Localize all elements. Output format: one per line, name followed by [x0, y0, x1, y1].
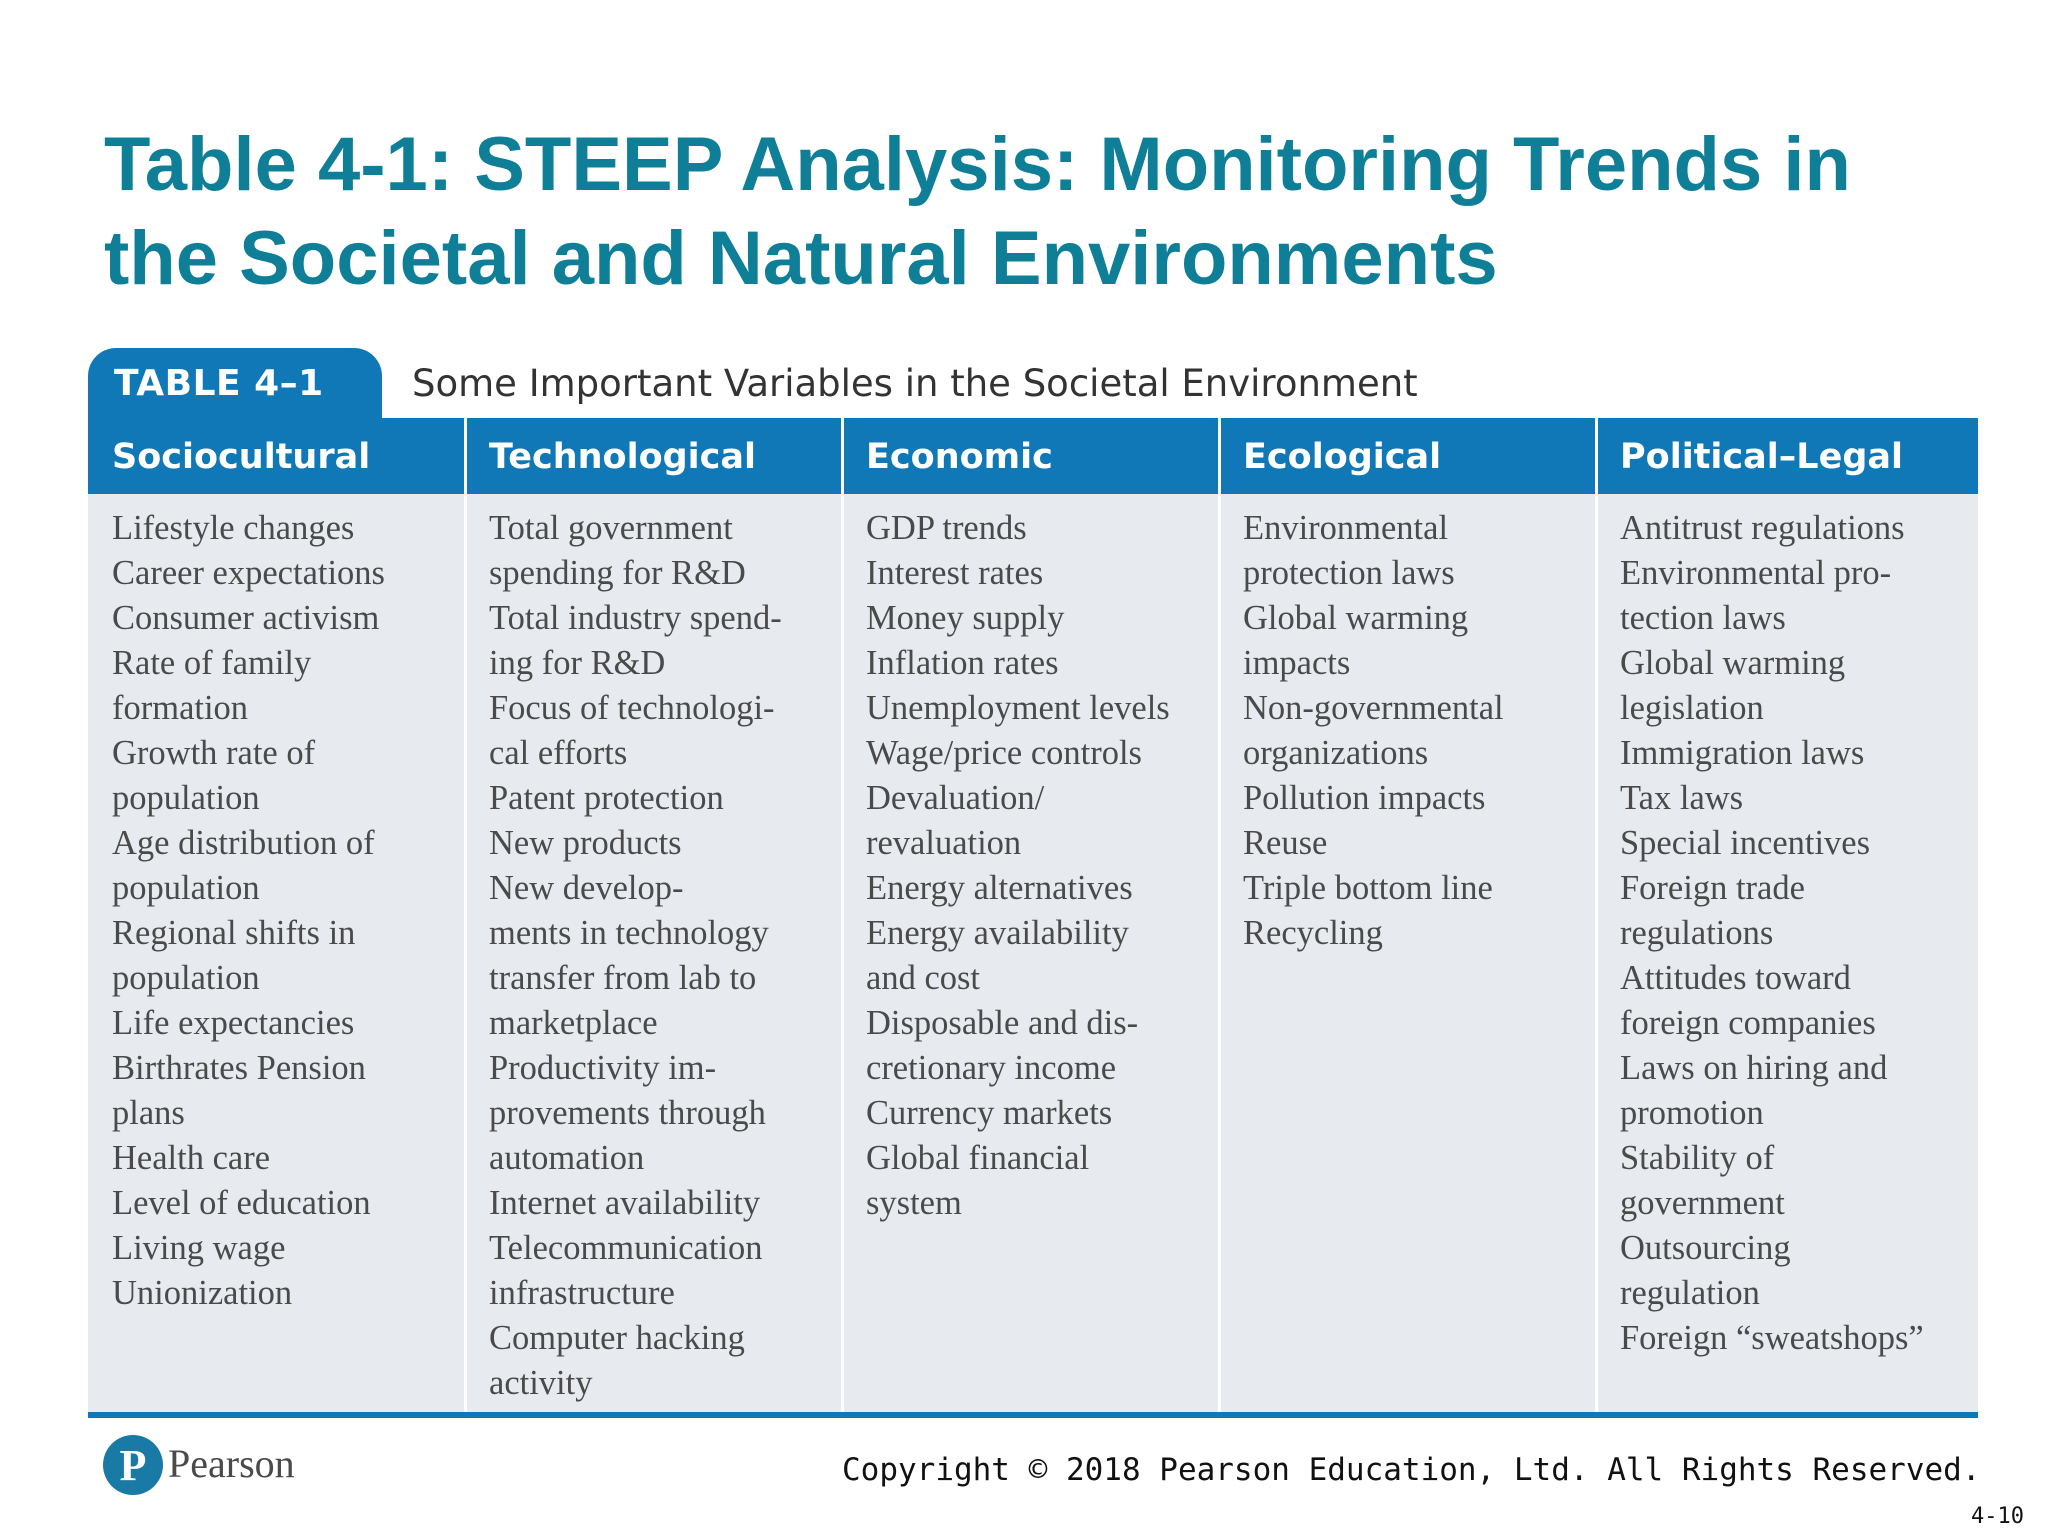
table-cell-line: tection laws: [1620, 599, 1786, 637]
table-cell-line: activity: [489, 1364, 593, 1402]
table-cell-line: Special incentives: [1620, 824, 1871, 862]
table-cell-line: Lifestyle changes: [112, 509, 355, 547]
table-cell-line: Growth rate of: [112, 734, 316, 772]
table-cell-line: Wage/price controls: [866, 734, 1142, 772]
table-cell-line: Unemployment levels: [866, 689, 1170, 727]
table-cell-line: Energy availability: [866, 914, 1129, 952]
table-cell-line: Tax laws: [1620, 779, 1744, 817]
table-cell-line: Recycling: [1243, 914, 1383, 952]
table-cell-line: Stability of: [1620, 1139, 1775, 1177]
column-header-ecological: Ecological: [1243, 437, 1442, 477]
column-header-political-legal: Political–Legal: [1620, 437, 1903, 477]
table-cell-line: regulations: [1620, 914, 1774, 952]
column-body-sociocultural: [88, 506, 464, 1316]
table-cell-line: cal efforts: [489, 734, 628, 772]
pearson-logo-icon: [102, 1434, 164, 1496]
table-cell-line: system: [866, 1184, 962, 1222]
table-cell-line: Computer hacking: [489, 1319, 745, 1357]
column-body-ecological: [1219, 506, 1595, 956]
table-cell-line: Health care: [112, 1139, 271, 1177]
table-cell-line: Telecommunication: [489, 1229, 763, 1267]
table-cell-line: Level of education: [112, 1184, 371, 1222]
table-cell-line: cretionary income: [866, 1049, 1117, 1087]
table-cell-line: organizations: [1243, 734, 1429, 772]
table-cell-line: Birthrates Pension: [112, 1049, 366, 1087]
table-cell-line: Total industry spend-: [489, 599, 782, 637]
table-cell-line: Environmental: [1243, 509, 1449, 547]
table-cell-line: Rate of family: [112, 644, 312, 682]
table-cell-line: Unionization: [112, 1274, 293, 1312]
table-cell-line: Global financial: [866, 1139, 1090, 1177]
table-cell-line: Money supply: [866, 599, 1065, 637]
table-cell-line: Antitrust regulations: [1620, 509, 1905, 547]
table-cell-line: Career expectations: [112, 554, 385, 592]
table-cell-line: Currency markets: [866, 1094, 1113, 1132]
column-body-technological: [465, 506, 841, 1406]
table-cell-line: Age distribution of: [112, 824, 375, 862]
table-cell-line: Global warming: [1243, 599, 1469, 637]
table-cell-line: Laws on hiring and: [1620, 1049, 1888, 1087]
table-cell-line: Global warming: [1620, 644, 1846, 682]
table-cell-line: Disposable and dis-: [866, 1004, 1139, 1042]
table-cell-line: Pollution impacts: [1243, 779, 1486, 817]
table-cell-line: Focus of technologi-: [489, 689, 775, 727]
table-cell-line: spending for R&D: [489, 554, 746, 592]
table-cell-line: GDP trends: [866, 509, 1027, 547]
table-cell-line: Interest rates: [866, 554, 1044, 592]
table-cell-line: protection laws: [1243, 554, 1455, 592]
table-cell-line: Attitudes toward: [1620, 959, 1851, 997]
column-header-technological: Technological: [489, 437, 757, 477]
table-cell-line: Patent protection: [489, 779, 724, 817]
table-cell-line: population: [112, 869, 260, 907]
table-cell-line: Inflation rates: [866, 644, 1059, 682]
table-header-row: [88, 418, 1978, 494]
table-cell-line: foreign companies: [1620, 1004, 1876, 1042]
table-cell-line: Life expectancies: [112, 1004, 355, 1042]
slide-title-line-1: Table 4-1: STEEP Analysis: Monitoring Trends in: [104, 122, 1851, 207]
logo-letter: P: [119, 1441, 147, 1490]
table-cell-line: legislation: [1620, 689, 1764, 727]
table-cell-line: regulation: [1620, 1274, 1760, 1312]
table-cell-line: New products: [489, 824, 682, 862]
table-cell-line: formation: [112, 689, 249, 727]
table-cell-line: Internet availability: [489, 1184, 761, 1222]
table-cell-line: population: [112, 779, 260, 817]
table-cell-line: government: [1620, 1184, 1785, 1222]
page-number: 4-10: [1971, 1504, 2024, 1529]
column-body-political-legal: [1596, 506, 1978, 1361]
table-cell-line: and cost: [866, 959, 981, 997]
copyright-notice: Copyright © 2018 Pearson Education, Ltd. All Rights Reserved.: [842, 1452, 1981, 1488]
slide-title: [104, 118, 1984, 306]
table-cell-line: automation: [489, 1139, 645, 1177]
table-cell-line: infrastructure: [489, 1274, 675, 1312]
table-cell-line: Environmental pro-: [1620, 554, 1892, 592]
table-cell-line: transfer from lab to: [489, 959, 757, 997]
table-cell-line: Foreign trade: [1620, 869, 1805, 907]
table-cell-line: ments in technology: [489, 914, 769, 952]
table-cell-line: New develop-: [489, 869, 684, 907]
steep-table: [88, 418, 1978, 1418]
pearson-brand-name: Pearson: [168, 1441, 295, 1486]
table-cell-line: marketplace: [489, 1004, 658, 1042]
table-cell-line: impacts: [1243, 644, 1351, 682]
table-cell-line: Non-governmental: [1243, 689, 1504, 727]
table-cell-line: population: [112, 959, 260, 997]
table-cell-line: Consumer activism: [112, 599, 380, 637]
slide-title-line-2: the Societal and Natural Environments: [104, 216, 1498, 301]
table-cell-line: Foreign “sweatshops”: [1620, 1319, 1924, 1357]
table-cell-line: Energy alternatives: [866, 869, 1133, 907]
table-cell-line: ing for R&D: [489, 644, 666, 682]
table-cell-line: Living wage: [112, 1229, 286, 1267]
table-cell-line: revaluation: [866, 824, 1022, 862]
table-cell-line: Productivity im-: [489, 1049, 717, 1087]
table-caption: Some Important Variables in the Societal Environment: [412, 362, 1418, 405]
table-cell-line: Outsourcing: [1620, 1229, 1791, 1267]
table-cell-line: Immigration laws: [1620, 734, 1865, 772]
table-cell-line: Devaluation/: [866, 779, 1045, 817]
column-body-economic: [842, 506, 1218, 1226]
column-header-sociocultural: Sociocultural: [112, 437, 371, 477]
table-cell-line: Triple bottom line: [1243, 869, 1493, 907]
table-cell-line: Regional shifts in: [112, 914, 356, 952]
table-label-tab: TABLE 4–1: [88, 348, 382, 420]
table-cell-line: Reuse: [1243, 824, 1328, 862]
table-cell-line: provements through: [489, 1094, 766, 1132]
table-cell-line: plans: [112, 1094, 185, 1132]
table-cell-line: promotion: [1620, 1094, 1764, 1132]
table-cell-line: Total government: [489, 509, 733, 547]
column-header-economic: Economic: [866, 437, 1053, 477]
